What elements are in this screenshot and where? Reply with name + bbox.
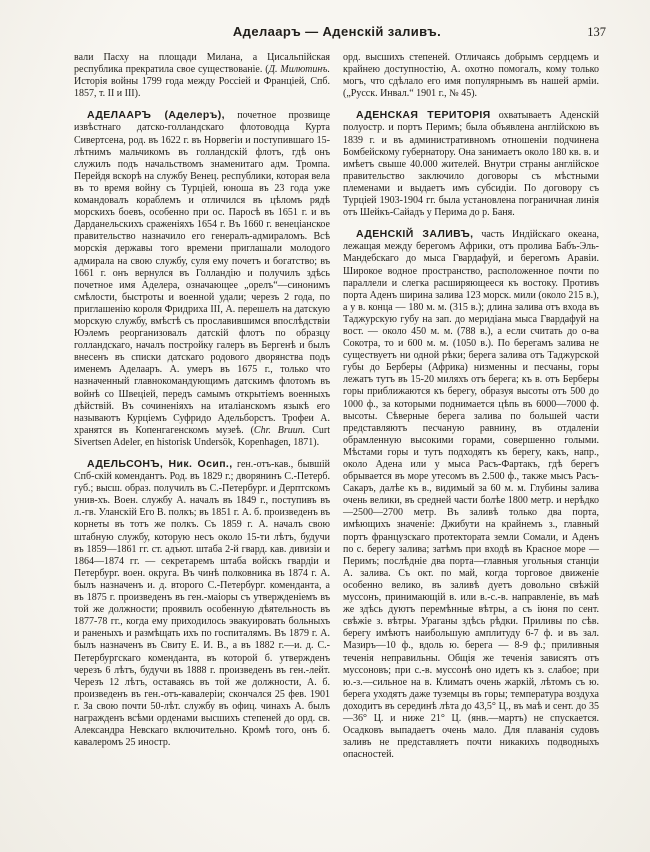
entry-text: ген.-отъ-кав., бывшій Спб-скій комендантъ. Род. въ 1829 г.; дворянинъ С.-Петерб. губ.; высш. образ. получилъ въ С.-Петербург. и Дерптскомъ унив-хъ. Воен. службу А. началъ въ 1849 г., поступивъ въ л.-гв. Уланскій Его В. полкъ; въ 1851 г. А. б. произведенъ въ корнеты въ тотъ же полкъ. Съ 1859 г. А. началъ свою штабную службу, которую несъ около 15-ти лѣтъ, будучи въ 1859—1861 гг. ст. адъют. штаба 2-й гвард. кав. дивизіи и 1864—1874 гг. — секретаремъ штаба войскъ гвардіи и Петербург. воен. округа. Въ чинѣ полковника въ 1874 г. А. былъ назначенъ и. д. второго С.-Петербург. коменданта, а въ 1875 г. произведенъ въ ген.-маіоры съ утвержденіемъ въ той же должности; проявилъ особенную дѣятельность въ 1877-78 гг., когда ему приходилось эвакуировать больныхъ и раненыхъ и размѣщать ихъ по госпиталямъ. Въ 1879 г. А. былъ назначенъ въ Свиту Е. И. В., а въ 1882 г.—и. д. С.-Петербургскаго коменданта, въ которой б. утвержденъ черезъ 6 лѣтъ, будучи въ 1888 г. произведенъ въ ген.-лейт. Черезъ 12 лѣтъ, оставаясь въ той же должности, А. б. произведенъ въ ген.-отъ-кавалеріи; скончался 25 фев. 1901 г. За свою почти 50-лѣт. службу въ офиц. чинахъ А. былъ награжденъ всѣми орденами высшихъ степеней до орд. св. Александра Невскаго включительно. Кромѣ того, онъ б. кавалеромъ 25 иностр. — [74, 459, 330, 749]
page-number: 137 — [587, 25, 606, 39]
continuation-text: орд. высшихъ степеней. Отличаясь добрымъ сердцемъ и крайнею доступностію, А. охотно помогалъ, кому только могъ, что сдѣлало его имя популярнымъ въ нашей арміи. („Русск. Инвал.“ 1901 г., № 45). — [343, 52, 599, 100]
continuation-text: вали Пасху на площади Милана, а Цисальпійская республика прекратила свое существованіе. ( — [74, 52, 330, 76]
entry-text: часть Индійскаго океана, лежащая между берегомъ Африки, отъ пролива Бабъ-Эль-Мандебскаго до мыса Гвардафуй, и берегомъ Аравіи. Широкое водное пространство, расположенное почти по параллели и слегка расширяющееся къ востоку. Противъ порта Аденъ ширина залива 123 морск. мили (около 215 в.), а у в. конца — 180 м. м. (315 в.); длина залива отъ входа въ Таджурскую губу на зап. до меридіана мыса Гвардафуй на вост. — около 450 м. м. (788 в.), а если считать до о-ва Сокотра, то и 600 м. м. (1050 в.). По берегамъ залива не существуетъ ни одной рѣки; берега залива отъ Таджурской губы до Берберы (Африка) низменны и песчаны, горы лежатъ тутъ въ 15-20 миляхъ отъ берега; къ в. отъ Берберы горы приближаются къ берегу, образуя высоты отъ 500 до 1000 ф., за которыми поднимается цѣпь въ 6000—7000 ф. высоты. Сѣверные берега залива по большей части представляютъ песчаную равнину, въ отдаленіи обрамленную высокими горами, совершенно голыми. Мѣстами горы и тутъ подходятъ къ берегу, какъ, напр., около Адена или у мыса Расъ-Фартакъ, гдѣ берегъ обрывается въ море утесомъ въ 2.500 ф., также мысъ Расъ-Сакаръ, далѣе къ в., видимый за 60 м. м. Глубины залива очень велики, въ средней части болѣе 1800 метр. и нерѣдко—2500—2700 метр. Въ заливѣ только два порта, имѣющихъ значеніе: Джибути на крайнемъ з., главный портъ французскаго протектората земли Сомали, и Аденъ по с. берегу залива; затѣмъ при входѣ въ Красное море — Перимъ; послѣдніе два порта—главныя угольныя станціи А. залива. Съ окт. по май, когда торговое движеніе особенно велико, въ заливѣ дуетъ довольно свѣжій муссонъ, принимающій в. или в.-с.-в. направленіе, въ маѣ же здѣсь дуютъ перемѣнные вѣтры, а съ іюня по сент. свѣжіе з. вѣтры. Ураганы здѣсь рѣдки. Приливы по сѣв. берегу имѣютъ наибольшую амплитуду 6-7 ф. и въ зал. Мазиръ—10 ф., вдоль ю. берега — 8-9 ф.; приливныя теченія неправильны. Общія же теченія зависятъ отъ муссоновъ; при с.-в. муссонѣ оно идетъ къ з. слабое; при ю.-з.—сильное на в. Климатъ очень жаркій, лѣтомъ съ ю. берега уходятъ даже туземцы въ горы; температура воздуха доходитъ въ серединѣ лѣта до 43,5° Ц., въ маѣ и сент. до 35—36° Ц. и ниже 21° Ц. (янв.—мартъ) не спускается. Осадковъ выпадаетъ очень мало. Для плаванія судовъ заливъ не представляетъ почти никакихъ подводныхъ опасностей. — [343, 229, 600, 761]
continuation-text-tail: Исторія войны 1799 года между Россіей и Франціей, Спб. 1857, т. II и III). — [74, 76, 330, 100]
running-title: Аделааръ — Аденскій заливъ. — [232, 24, 442, 39]
citation-author: Chr. Bruun. — [253, 424, 306, 436]
entry-text: почетное прозвище извѣстнаго датско-голландскаго флотоводца Курта Сивертсена, род. въ 1622 г. въ Норвегіи и поступившаго 15-лѣтнимъ мальчикомъ въ голландскій флотъ, гдѣ онъ служилъ подъ начальствомъ знаменитаго адм. Тромпа. Перейдя вскорѣ на службу Венец. республики, которая вела въ то время войну съ Турціей, юноша въ 23 года уже командовалъ кораблемъ и отличился въ цѣломъ рядѣ морскихъ боевъ, особенно при ос. Паросѣ въ 1651 г. и въ Дарданельскихъ сраженіяхъ 1654 г. Въ 1660 г. венеціанское правительство назначило его генералъ-адмираломъ. Всѣ морскія державы того времени приглашали молодого адмирала на свою службу, суля ему почетъ и богатство; въ 1661 г. онъ вернулся въ Голландію и получилъ здѣсь почетное имя Аделера, означающее „орелъ“—синонимъ смѣлости, быстроты и военной удали; черезъ 2 года, по приглашенію короля Фридриха III, А. перешелъ на датскую морскую службу, вмѣстѣ съ прославившимся впослѣдствіи Юэлемъ реорганизовалъ датскій флотъ по образцу голландскаго, началъ постройку галеръ въ Бергенѣ и былъ внесенъ въ списки датскаго родового дворянства подъ именемъ Аделааръ. А. умеръ въ 1675 г., только что назначенный главнокомандующимъ датскимъ флотомъ въ войнѣ со Швеціей, передъ самымъ открытіемъ военныхъ дѣйствій. Въ сочиненіяхъ на италіанскомъ языкѣ его называютъ Курціемъ Суфридо Адельборстъ. Трофеи А. хранятся въ Копенгагенскомъ музеѣ. ( — [74, 110, 331, 436]
citation-author: Д. Милютинъ. — [268, 64, 330, 76]
entry-text-tail: Curt Sivertsen Adeler, en historisk Undersök, Kopenhagen, 1871). — [74, 424, 330, 448]
paragraph-continuation-left — [74, 52, 330, 100]
entry-headword: АДЕЛААРЪ (Аделеръ), — [87, 109, 225, 122]
entry-headword: АДЕЛЬСОНЪ, Ник. Осип., — [87, 458, 233, 470]
column-left — [74, 52, 330, 761]
entry-headword: АДЕНСКАЯ ТЕРИТОРІЯ — [356, 109, 491, 122]
column-right — [343, 52, 599, 761]
entry-adelson — [74, 458, 330, 749]
entry-aden-gulf — [343, 228, 599, 761]
page-header — [74, 24, 606, 42]
entry-headword: АДЕНСКІЙ ЗАЛИВЪ, — [356, 228, 474, 241]
entry-text: охватываетъ Аденскій полуостр. и портъ Перимъ; была объявлена англійскою въ 1839 г. и въ административномъ отношеніи подчинена Бомбейскому губернатору. Она занимаетъ около 180 кв. в. и имѣетъ свыше 40.000 жителей. Внутри страны англійское правительство заключило договоры съ мѣстными племенами и выдаетъ имъ субсидіи. По договору съ Турціей 1903-1904 гг. была установлена пограничная линія отъ Шейкъ-Сайадъ у Перима до р. Баня. — [343, 110, 599, 219]
paragraph-continuation-right — [343, 52, 599, 100]
text-block — [74, 52, 600, 761]
entry-adelaar — [74, 109, 330, 449]
entry-aden-territory — [343, 109, 599, 219]
